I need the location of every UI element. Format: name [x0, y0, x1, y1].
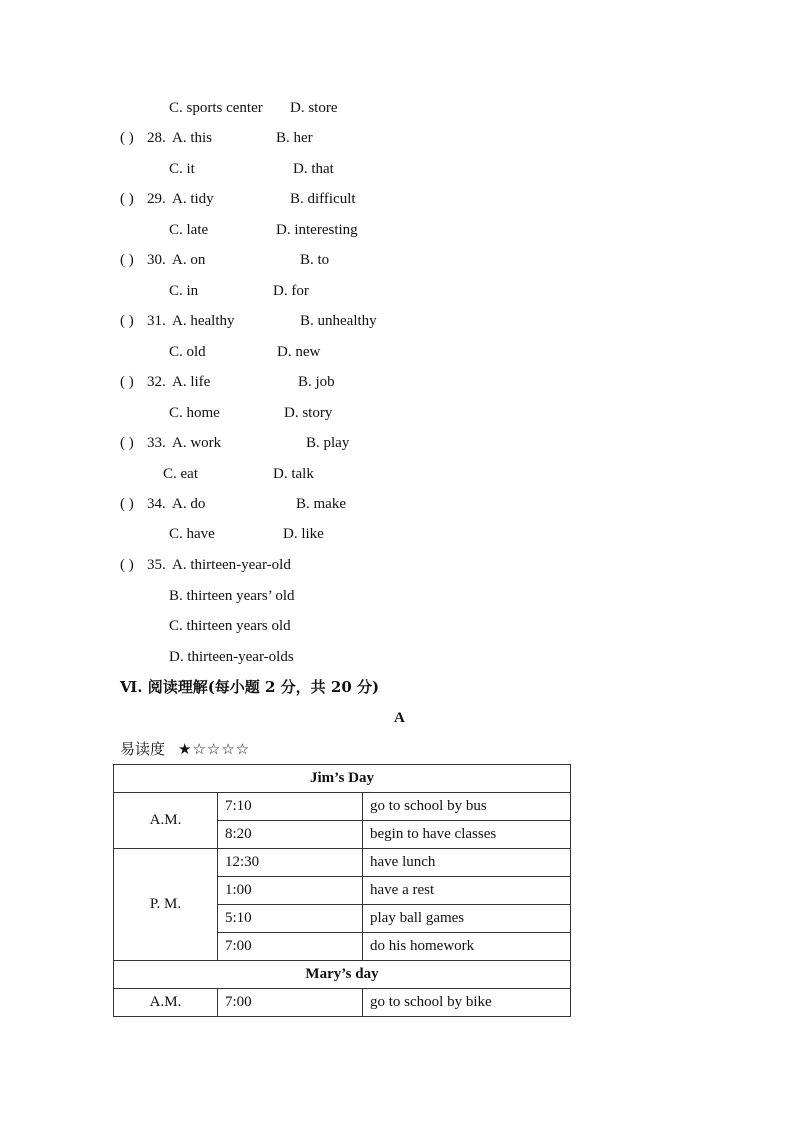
- schedule-table: [113, 764, 571, 1017]
- answer-blank: ( ): [120, 130, 134, 146]
- option-d: D. like: [283, 526, 324, 542]
- answer-blank: ( ): [120, 374, 134, 390]
- option-b: B. difficult: [290, 191, 356, 207]
- table-row: [114, 961, 571, 989]
- answer-blank: ( ): [120, 252, 134, 268]
- option-b: B. to: [300, 252, 330, 268]
- option-c: C. late: [169, 222, 209, 238]
- time-cell: 8:20: [218, 821, 363, 849]
- activity-cell: have a rest: [363, 877, 571, 905]
- answer-blank: ( ): [120, 557, 134, 573]
- activity-cell: have lunch: [363, 849, 571, 877]
- time-cell: 7:00: [218, 989, 363, 1017]
- passage-label: A: [394, 710, 405, 726]
- table-row: [114, 793, 571, 821]
- time-cell: 1:00: [218, 877, 363, 905]
- option-d: D. story: [284, 405, 333, 421]
- question-number: 30.: [147, 252, 166, 268]
- option-c: C. old: [169, 344, 206, 360]
- answer-blank: ( ): [120, 191, 134, 207]
- option-a: A. this: [172, 130, 213, 146]
- option-c-27: C. sports center: [169, 100, 263, 116]
- table-row: [114, 849, 571, 877]
- section-title: Ⅵ. 阅读理解(每小题 2 分，共 20 分): [120, 678, 380, 696]
- time-cell: 7:00: [218, 933, 363, 961]
- option-c: C. in: [169, 283, 199, 299]
- option-c: C. eat: [163, 466, 198, 482]
- time-cell: 5:10: [218, 905, 363, 933]
- option-a: A. do: [172, 496, 206, 512]
- option-b: B. her: [276, 130, 313, 146]
- activity-cell: begin to have classes: [363, 821, 571, 849]
- option-d: D. that: [293, 161, 334, 177]
- answer-blank: ( ): [120, 313, 134, 329]
- table-row: [114, 765, 571, 793]
- answer-blank: ( ): [120, 435, 134, 451]
- question-number: 32.: [147, 374, 166, 390]
- option-a: A. life: [172, 374, 211, 390]
- option-d: D. new: [277, 344, 321, 360]
- option-b: B. thirteen years’ old: [169, 588, 295, 604]
- option-a: A. on: [172, 252, 206, 268]
- activity-cell: go to school by bike: [363, 989, 571, 1017]
- option-d-27: D. store: [290, 100, 338, 116]
- option-c: C. have: [169, 526, 215, 542]
- option-b: B. make: [296, 496, 346, 512]
- am-label: A.M.: [114, 793, 218, 849]
- option-a: A. thirteen-year-old: [172, 557, 291, 573]
- table-row: [114, 989, 571, 1017]
- time-cell: 12:30: [218, 849, 363, 877]
- difficulty-label: 易读度: [120, 740, 166, 758]
- mary-day-title: Mary’s day: [114, 961, 571, 989]
- activity-cell: play ball games: [363, 905, 571, 933]
- question-number: 33.: [147, 435, 166, 451]
- option-c: C. thirteen years old: [169, 618, 291, 634]
- activity-cell: do his homework: [363, 933, 571, 961]
- option-b: B. play: [306, 435, 350, 451]
- question-number: 28.: [147, 130, 166, 146]
- option-d: D. for: [273, 283, 309, 299]
- question-number: 35.: [147, 557, 166, 573]
- difficulty-stars: ★☆☆☆☆: [178, 740, 251, 758]
- option-d: D. interesting: [276, 222, 358, 238]
- option-b: B. job: [298, 374, 335, 390]
- option-c: C. home: [169, 405, 220, 421]
- question-number: 29.: [147, 191, 166, 207]
- option-d: D. talk: [273, 466, 314, 482]
- pm-label: P. M.: [114, 849, 218, 961]
- option-b: B. unhealthy: [300, 313, 377, 329]
- option-a: A. work: [172, 435, 222, 451]
- time-cell: 7:10: [218, 793, 363, 821]
- activity-cell: go to school by bus: [363, 793, 571, 821]
- question-number: 31.: [147, 313, 166, 329]
- question-number: 34.: [147, 496, 166, 512]
- option-a: A. healthy: [172, 313, 235, 329]
- am-label: A.M.: [114, 989, 218, 1017]
- option-a: A. tidy: [172, 191, 214, 207]
- jim-day-title: Jim’s Day: [114, 765, 571, 793]
- answer-blank: ( ): [120, 496, 134, 512]
- option-d: D. thirteen-year-olds: [169, 649, 294, 665]
- option-c: C. it: [169, 161, 195, 177]
